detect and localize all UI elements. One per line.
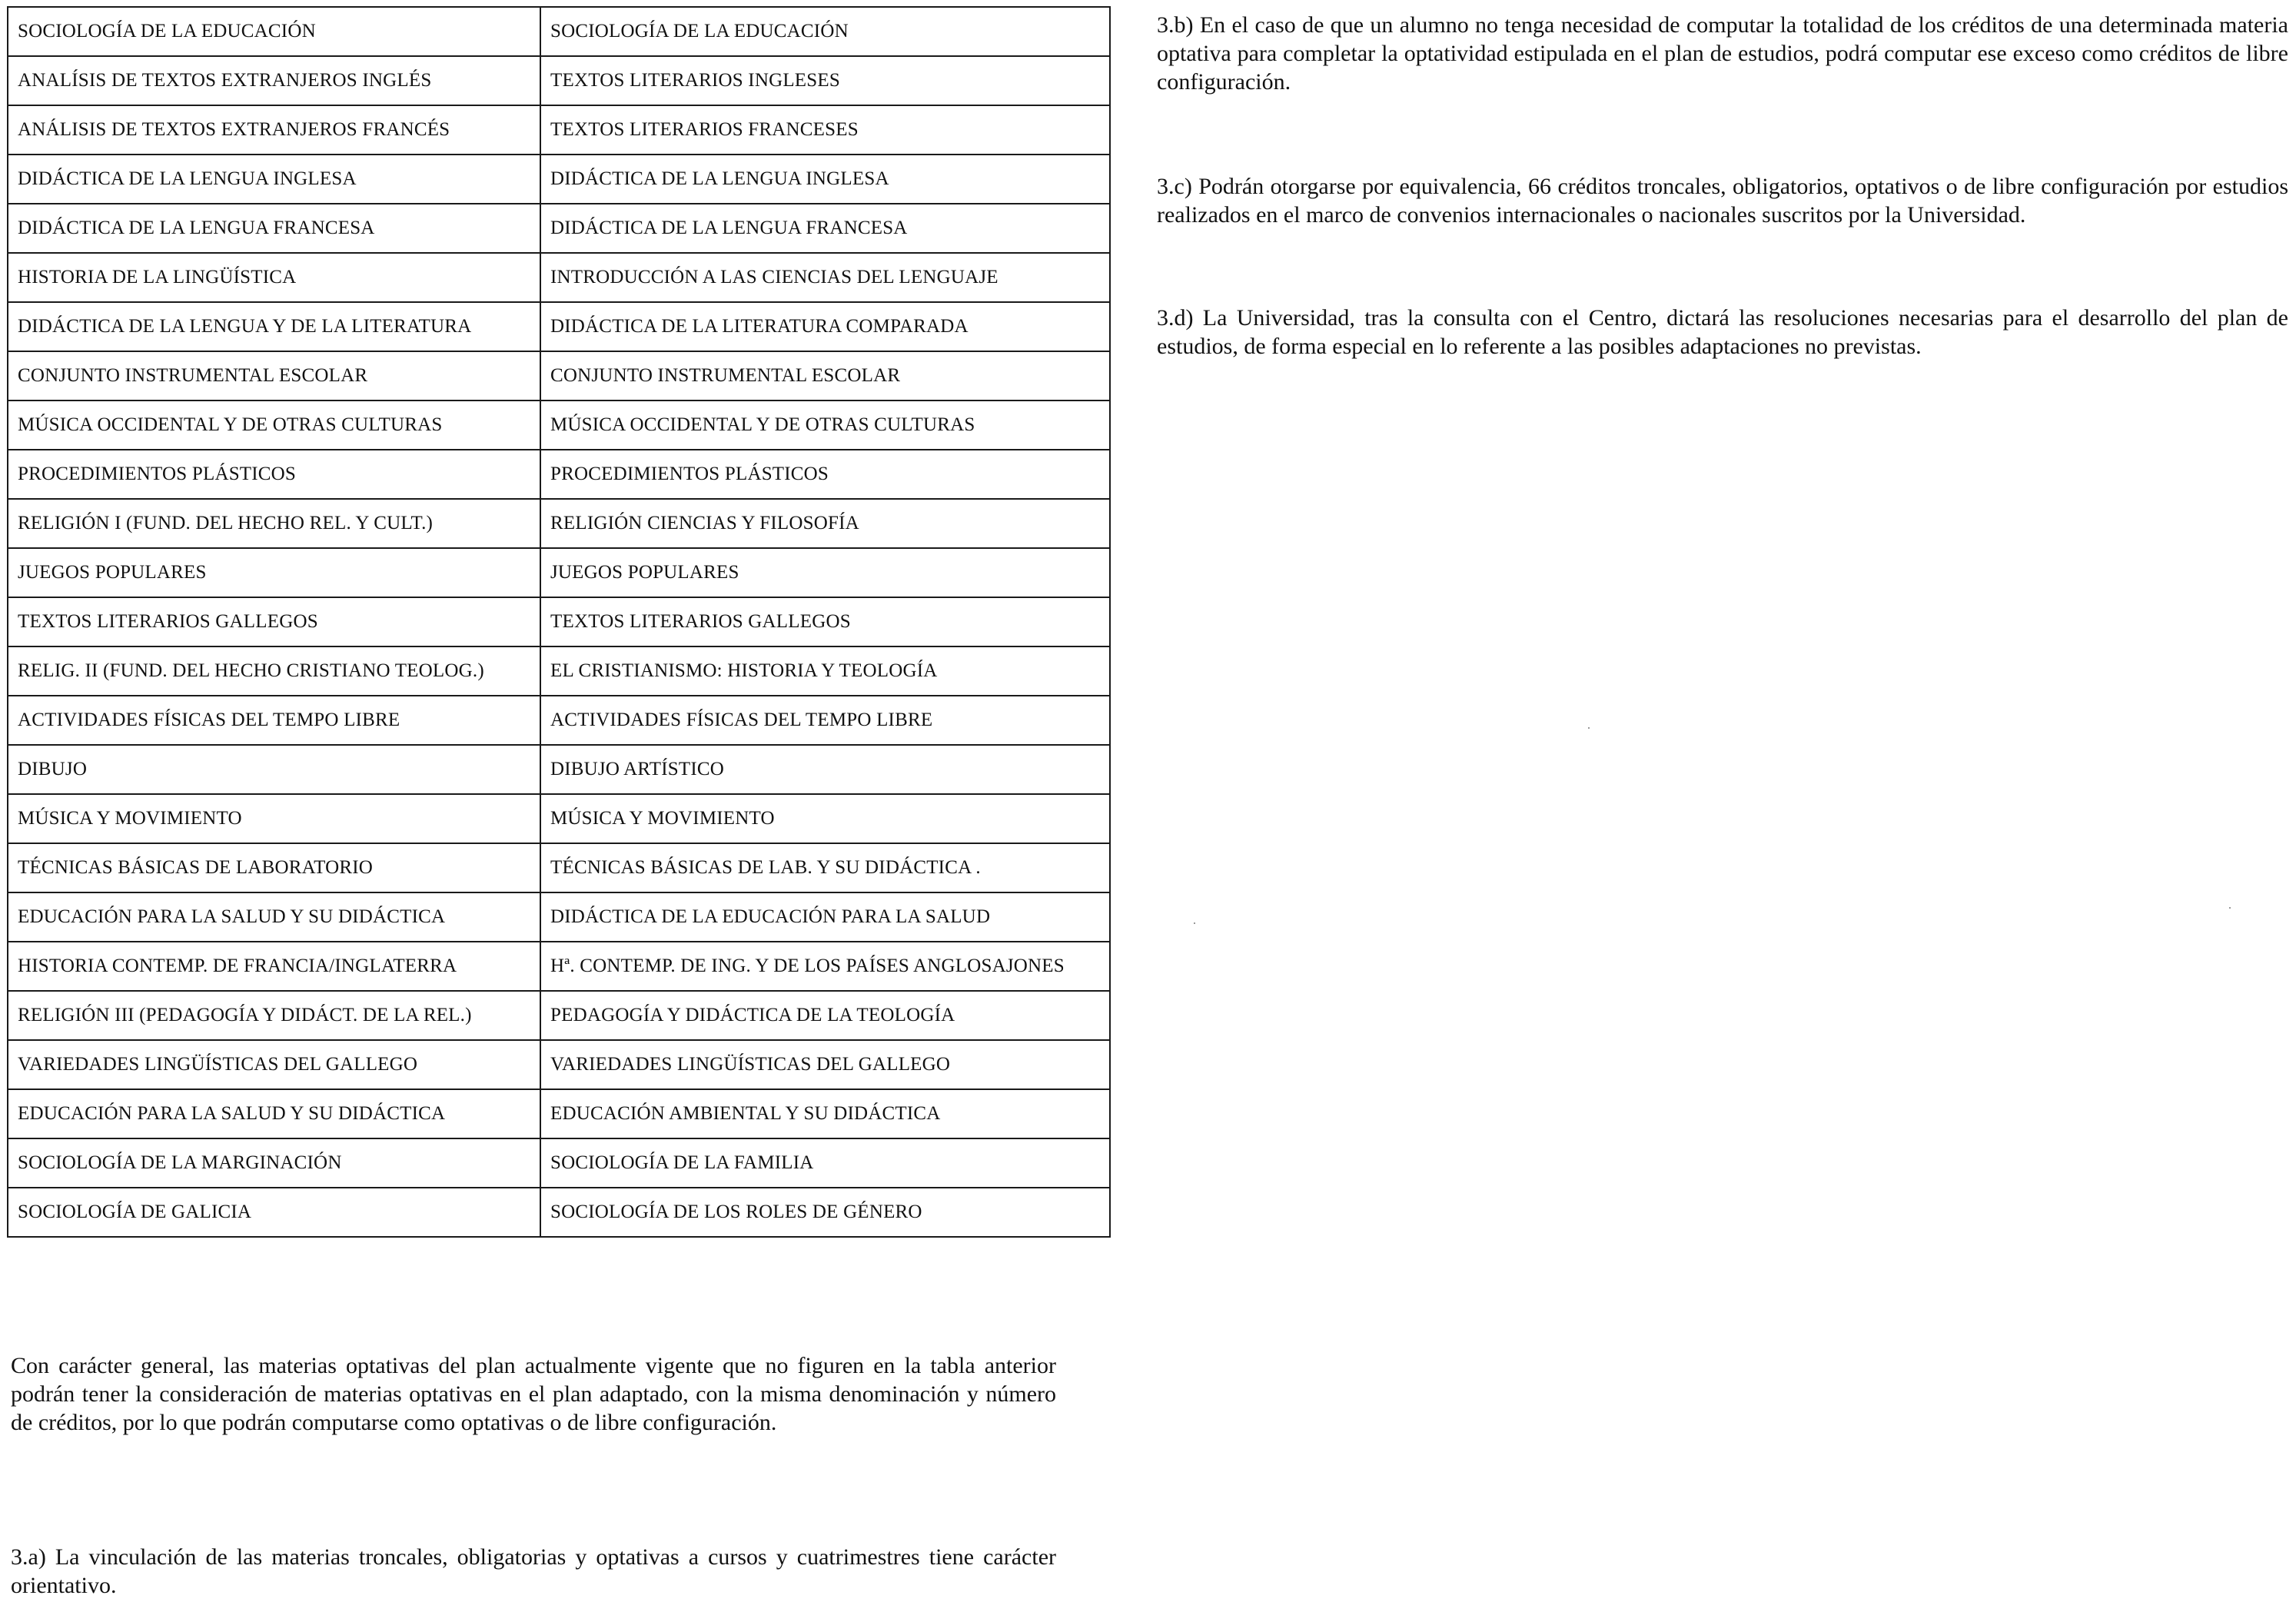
table-row bbox=[8, 450, 1110, 499]
current-plan-subject-cell: TEXTOS LITERARIOS GALLEGOS bbox=[8, 597, 540, 646]
adapted-plan-subject-cell: PROCEDIMIENTOS PLÁSTICOS bbox=[540, 450, 1110, 499]
adapted-plan-subject-cell: CONJUNTO INSTRUMENTAL ESCOLAR bbox=[540, 351, 1110, 400]
adapted-plan-subject-cell: SOCIOLOGÍA DE LOS ROLES DE GÉNERO bbox=[540, 1188, 1110, 1237]
adapted-plan-subject-cell: RELIGIÓN CIENCIAS Y FILOSOFÍA bbox=[540, 499, 1110, 548]
paragraph-3d: 3.d) La Universidad, tras la consulta con el Centro, dictará las resoluciones necesarias para el desarrollo del plan de estudios, de forma especial en lo referente a las posibles adaptaciones no previstas. bbox=[1157, 305, 2288, 359]
table-row bbox=[8, 794, 1110, 843]
adapted-plan-subject-cell: ACTIVIDADES FÍSICAS DEL TEMPO LIBRE bbox=[540, 696, 1110, 745]
adapted-plan-subject-cell: DIDÁCTICA DE LA LENGUA INGLESA bbox=[540, 155, 1110, 204]
adapted-plan-subject-cell: TEXTOS LITERARIOS GALLEGOS bbox=[540, 597, 1110, 646]
current-plan-subject-cell: DIBUJO bbox=[8, 745, 540, 794]
paragraph-3a: 3.a) La vinculación de las materias troncales, obligatorias y optativas a cursos y cuatrimestres tiene carácter orientativo. bbox=[11, 1544, 1056, 1598]
table-row bbox=[8, 253, 1110, 302]
table-row bbox=[8, 499, 1110, 548]
current-plan-subject-cell: RELIG. II (FUND. DEL HECHO CRISTIANO TEOLOG.) bbox=[8, 646, 540, 696]
current-plan-subject-cell: EDUCACIÓN PARA LA SALUD Y SU DIDÁCTICA bbox=[8, 892, 540, 942]
table-row bbox=[8, 942, 1110, 991]
adapted-plan-subject-cell: TEXTOS LITERARIOS FRANCESES bbox=[540, 105, 1110, 155]
table-row bbox=[8, 56, 1110, 105]
scan-speck bbox=[2229, 907, 2231, 909]
table-row bbox=[8, 1040, 1110, 1089]
table-row bbox=[8, 696, 1110, 745]
adapted-plan-subject-cell: JUEGOS POPULARES bbox=[540, 548, 1110, 597]
current-plan-subject-cell: PROCEDIMIENTOS PLÁSTICOS bbox=[8, 450, 540, 499]
table-row bbox=[8, 892, 1110, 942]
table-row bbox=[8, 204, 1110, 253]
table-row bbox=[8, 745, 1110, 794]
adapted-plan-subject-cell: SOCIOLOGÍA DE LA EDUCACIÓN bbox=[540, 7, 1110, 56]
table-row bbox=[8, 548, 1110, 597]
adapted-plan-subject-cell: DIDÁCTICA DE LA LENGUA FRANCESA bbox=[540, 204, 1110, 253]
current-plan-subject-cell: ANÁLISIS DE TEXTOS EXTRANJEROS FRANCÉS bbox=[8, 105, 540, 155]
adapted-plan-subject-cell: TEXTOS LITERARIOS INGLESES bbox=[540, 56, 1110, 105]
current-plan-subject-cell: HISTORIA CONTEMP. DE FRANCIA/INGLATERRA bbox=[8, 942, 540, 991]
current-plan-subject-cell: RELIGIÓN III (PEDAGOGÍA Y DIDÁCT. DE LA REL.) bbox=[8, 991, 540, 1040]
current-plan-subject-cell: SOCIOLOGÍA DE GALICIA bbox=[8, 1188, 540, 1237]
current-plan-subject-cell: SOCIOLOGÍA DE LA MARGINACIÓN bbox=[8, 1138, 540, 1188]
adapted-plan-subject-cell: MÚSICA Y MOVIMIENTO bbox=[540, 794, 1110, 843]
current-plan-subject-cell: MÚSICA OCCIDENTAL Y DE OTRAS CULTURAS bbox=[8, 400, 540, 450]
scan-speck bbox=[1588, 727, 1590, 729]
adapted-plan-subject-cell: DIDÁCTICA DE LA EDUCACIÓN PARA LA SALUD bbox=[540, 892, 1110, 942]
adapted-plan-subject-cell: PEDAGOGÍA Y DIDÁCTICA DE LA TEOLOGÍA bbox=[540, 991, 1110, 1040]
current-plan-subject-cell: RELIGIÓN I (FUND. DEL HECHO REL. Y CULT.) bbox=[8, 499, 540, 548]
adapted-plan-subject-cell: VARIEDADES LINGÜÍSTICAS DEL GALLEGO bbox=[540, 1040, 1110, 1089]
equivalence-table-body bbox=[8, 7, 1110, 1237]
scan-speck bbox=[1194, 922, 1195, 924]
table-row bbox=[8, 155, 1110, 204]
current-plan-subject-cell: TÉCNICAS BÁSICAS DE LABORATORIO bbox=[8, 843, 540, 892]
adapted-plan-subject-cell: Hª. CONTEMP. DE ING. Y DE LOS PAÍSES ANGLOSAJONES bbox=[540, 942, 1110, 991]
paragraph-3b: 3.b) En el caso de que un alumno no tenga necesidad de computar la totalidad de los créditos de una determinada materia optativa para completar la optatividad estipulada en el plan de estudios, podrá computar ese exceso como créditos de libre configuración. bbox=[1157, 12, 2288, 95]
current-plan-subject-cell: ACTIVIDADES FÍSICAS DEL TEMPO LIBRE bbox=[8, 696, 540, 745]
current-plan-subject-cell: HISTORIA DE LA LINGÜÍSTICA bbox=[8, 253, 540, 302]
table-row bbox=[8, 597, 1110, 646]
table-row bbox=[8, 351, 1110, 400]
adapted-plan-subject-cell: INTRODUCCIÓN A LAS CIENCIAS DEL LENGUAJE bbox=[540, 253, 1110, 302]
table-row bbox=[8, 400, 1110, 450]
current-plan-subject-cell: VARIEDADES LINGÜÍSTICAS DEL GALLEGO bbox=[8, 1040, 540, 1089]
table-row bbox=[8, 843, 1110, 892]
current-plan-subject-cell: SOCIOLOGÍA DE LA EDUCACIÓN bbox=[8, 7, 540, 56]
adapted-plan-subject-cell: EL CRISTIANISMO: HISTORIA Y TEOLOGÍA bbox=[540, 646, 1110, 696]
current-plan-subject-cell: CONJUNTO INSTRUMENTAL ESCOLAR bbox=[8, 351, 540, 400]
adapted-plan-subject-cell: DIDÁCTICA DE LA LITERATURA COMPARADA bbox=[540, 302, 1110, 351]
adapted-plan-subject-cell: TÉCNICAS BÁSICAS DE LAB. Y SU DIDÁCTICA . bbox=[540, 843, 1110, 892]
adapted-plan-subject-cell: SOCIOLOGÍA DE LA FAMILIA bbox=[540, 1138, 1110, 1188]
table-row bbox=[8, 1089, 1110, 1138]
table-row bbox=[8, 1188, 1110, 1237]
current-plan-subject-cell: ANALÍSIS DE TEXTOS EXTRANJEROS INGLÉS bbox=[8, 56, 540, 105]
general-paragraph: Con carácter general, las materias optativas del plan actualmente vigente que no figuren en la tabla anterior podrán tener la consideración de materias optativas en el plan adaptado, con la misma denominación y número de créditos, por lo que podrán computarse como optativas o de libre configuración. bbox=[11, 1353, 1056, 1435]
current-plan-subject-cell: JUEGOS POPULARES bbox=[8, 548, 540, 597]
adapted-plan-subject-cell: MÚSICA OCCIDENTAL Y DE OTRAS CULTURAS bbox=[540, 400, 1110, 450]
current-plan-subject-cell: MÚSICA Y MOVIMIENTO bbox=[8, 794, 540, 843]
adapted-plan-subject-cell: EDUCACIÓN AMBIENTAL Y SU DIDÁCTICA bbox=[540, 1089, 1110, 1138]
table-row bbox=[8, 302, 1110, 351]
table-row bbox=[8, 646, 1110, 696]
table-row bbox=[8, 105, 1110, 155]
equivalence-table bbox=[7, 6, 1111, 1238]
current-plan-subject-cell: DIDÁCTICA DE LA LENGUA Y DE LA LITERATURA bbox=[8, 302, 540, 351]
current-plan-subject-cell: DIDÁCTICA DE LA LENGUA INGLESA bbox=[8, 155, 540, 204]
table-row bbox=[8, 991, 1110, 1040]
current-plan-subject-cell: DIDÁCTICA DE LA LENGUA FRANCESA bbox=[8, 204, 540, 253]
table-row bbox=[8, 1138, 1110, 1188]
table-row bbox=[8, 7, 1110, 56]
adapted-plan-subject-cell: DIBUJO ARTÍSTICO bbox=[540, 745, 1110, 794]
paragraph-3c: 3.c) Podrán otorgarse por equivalencia, 66 créditos troncales, obligatorios, optativos o de libre configuración por estudios realizados en el marco de convenios internacionales o nacionales suscritos por la Universidad. bbox=[1157, 174, 2288, 228]
current-plan-subject-cell: EDUCACIÓN PARA LA SALUD Y SU DIDÁCTICA bbox=[8, 1089, 540, 1138]
